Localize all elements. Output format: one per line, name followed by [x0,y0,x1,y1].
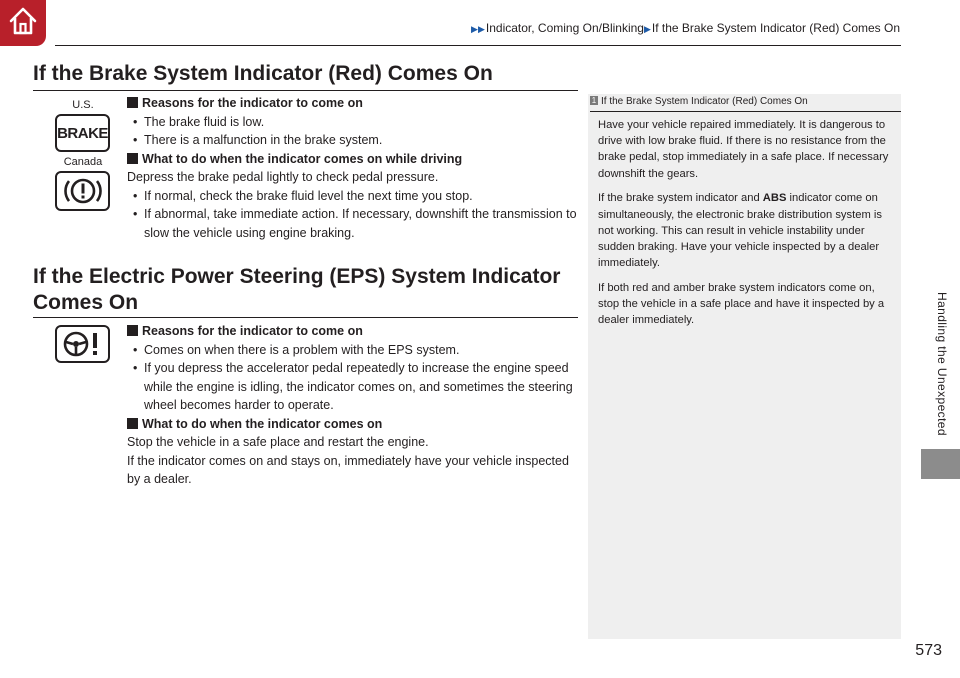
breadcrumb-current: If the Brake System Indicator (Red) Comes On [651,21,900,35]
brake-circle-exclamation-icon [55,171,110,211]
brake-section-title: If the Brake System Indicator (Red) Comes On [33,62,493,85]
eps-section-title-line2: Comes On [33,291,139,314]
side-tab-marker[interactable] [921,449,960,479]
note-paragraph: If the brake system indicator and ABS indicator come on simultaneously, the electronic brake distribution system is not working. This can result in vehicle instability under sudden braking. Have your vehicle inspected by a dealer immediately. [598,192,882,270]
reasons-heading: Reasons for the indicator to come on [127,322,577,341]
breadcrumb-link-indicator[interactable]: Indicator, Coming On/Blinking [485,21,644,35]
list-item: • The brake fluid is low. [127,113,577,132]
todo-heading: What to do when the indicator comes on [127,415,577,434]
list-item: • There is a malfunction in the brake system. [127,131,577,150]
eps-section-body [127,322,577,489]
reasons-heading: Reasons for the indicator to come on [127,94,577,113]
todo-text: Depress the brake pedal lightly to check pedal pressure. [127,170,439,184]
list-item: • Comes on when there is a problem with the EPS system. [127,341,577,360]
page-number: 573 [915,642,942,659]
icon-region-label-us: U.S. [72,99,94,111]
note-title: 1 If the Brake System Indicator (Red) Comes On [591,96,808,107]
home-icon [6,4,40,43]
brake-icon-text: BRAKE [57,124,108,142]
home-button[interactable] [0,0,46,46]
list-item: • If you depress the accelerator pedal repeatedly to increase the engine speed while the engine is idling, the indicator comes on, and sometimes the steering wheel becomes harder to operate. [127,359,577,415]
brake-text-icon [55,114,110,152]
note-number-badge: 1 [591,96,597,105]
breadcrumb [440,21,900,35]
breadcrumb-arrow-icon: ▶▶ [471,24,485,34]
icon-region-label-canada: Canada [63,156,103,168]
note-paragraph: If both red and amber brake system indicators come on, stop the vehicle in a safe place and have it inspected by a dealer immediately. [598,281,885,327]
section-divider [33,90,578,91]
list-item: • If normal, check the brake fluid level the next time you stop. [127,187,577,206]
breadcrumb-arrow-icon: ▶ [643,24,651,34]
header-divider [55,45,901,46]
note-divider [590,111,901,112]
eps-section-title-line1: If the Electric Power Steering (EPS) System Indicator [33,265,561,288]
brake-section-body [127,94,577,242]
steering-wheel-exclamation-icon [55,325,110,363]
side-tab-label[interactable]: Handling the Unexpected [935,292,949,436]
section-divider [33,317,578,318]
note-body [598,117,894,337]
todo-heading: What to do when the indicator comes on while driving [127,150,577,169]
todo-text: Stop the vehicle in a safe place and restart the engine. [127,435,429,449]
todo-text: If the indicator comes on and stays on, immediately have your vehicle inspected by a dealer. [127,453,569,486]
list-item: • If abnormal, take immediate action. If necessary, downshift the transmission to slow the vehicle using engine braking. [127,205,577,242]
note-paragraph: Have your vehicle repaired immediately. It is dangerous to drive with low brake fluid. If there is no resistance from the brake pedal, stop immediately in a safe place. If necessary downshift the gears. [598,119,889,180]
